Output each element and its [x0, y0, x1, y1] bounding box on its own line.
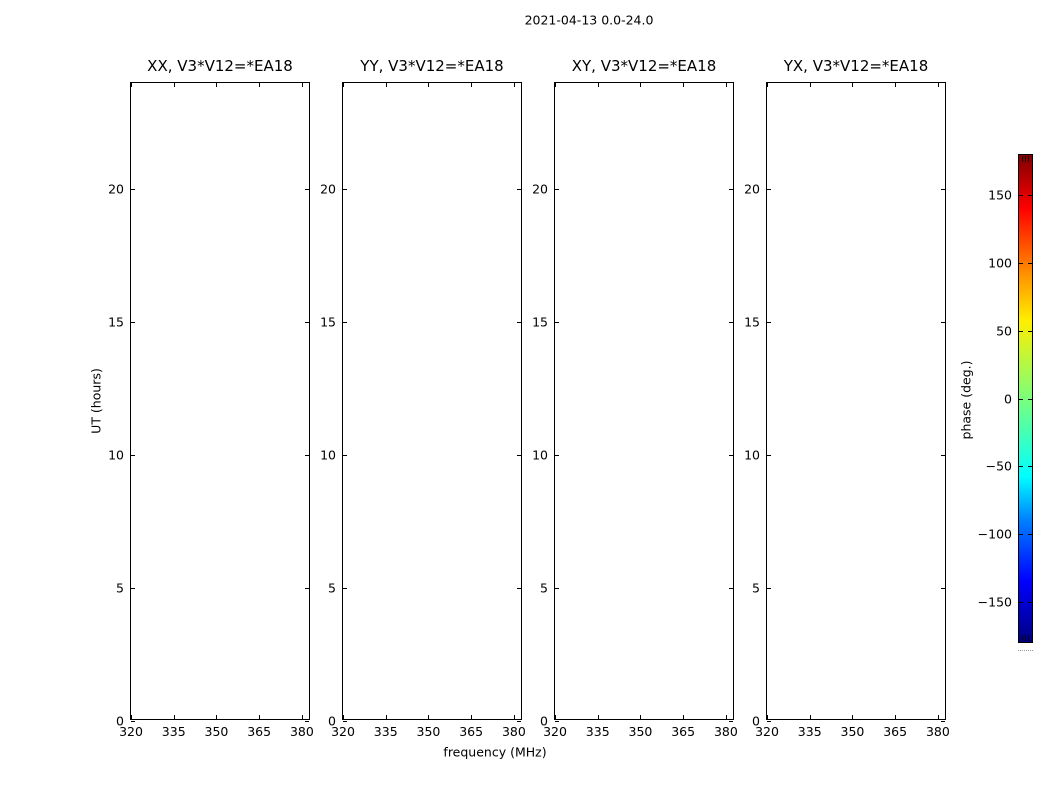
x-tick-mark	[131, 715, 132, 719]
colorbar-tick-label: 0	[1004, 391, 1012, 406]
y-tick-label: 15	[320, 314, 336, 330]
colorbar-tick-mark	[1019, 466, 1023, 467]
x-tick-mark	[428, 83, 429, 87]
y-tick-label: 5	[540, 580, 548, 596]
x-tick-mark	[259, 715, 260, 719]
colorbar-tick-label: 100	[988, 255, 1012, 271]
y-tick-mark	[729, 189, 733, 190]
y-tick-mark	[729, 721, 733, 722]
colorbar-tick-mark	[1019, 331, 1023, 332]
y-tick-mark	[555, 455, 559, 456]
x-tick-label: 320	[755, 724, 779, 739]
y-tick-mark	[343, 189, 347, 190]
y-tick-mark	[131, 588, 135, 589]
colorbar-tick-label: −50	[985, 458, 1012, 474]
colorbar-tick-mark	[1028, 195, 1032, 196]
y-tick-mark	[517, 189, 521, 190]
colorbar-tick-label: 50	[996, 323, 1012, 339]
subplot-xx	[108, 57, 314, 739]
y-tick-mark	[305, 189, 309, 190]
y-tick-mark	[131, 189, 135, 190]
y-tick-label: 5	[752, 580, 760, 596]
colorbar-tick-mark	[1028, 602, 1032, 603]
subplot-xy	[532, 57, 738, 739]
x-tick-label: 320	[119, 724, 143, 739]
colorbar-tick-label: 150	[988, 187, 1012, 203]
x-tick-mark	[726, 83, 727, 87]
colorbar-bottom-dots	[1018, 650, 1033, 651]
x-tick-label: 335	[373, 724, 398, 739]
colorbar-label: phase (deg.)	[958, 360, 974, 440]
y-tick-mark	[305, 721, 309, 722]
x-tick-label: 365	[671, 724, 696, 739]
y-tick-mark	[343, 455, 347, 456]
colorbar-tick-mark	[1019, 399, 1023, 400]
x-tick-label: 335	[585, 724, 610, 739]
y-tick-mark	[343, 322, 347, 323]
x-tick-mark	[555, 83, 556, 87]
x-tick-mark	[514, 715, 515, 719]
x-tick-label: 350	[416, 724, 441, 739]
y-tick-mark	[131, 455, 135, 456]
x-tick-mark	[174, 83, 175, 87]
y-tick-mark	[767, 588, 771, 589]
y-tick-label: 10	[532, 447, 548, 463]
subplot-title: XY, V3*V12=*EA18	[571, 57, 717, 75]
x-tick-label: 365	[883, 724, 908, 739]
x-tick-mark	[810, 715, 811, 719]
x-tick-mark	[555, 715, 556, 719]
figure-title: 2021-04-13 0.0-24.0	[524, 12, 654, 28]
x-tick-label: 380	[713, 724, 738, 739]
y-tick-mark	[555, 588, 559, 589]
x-tick-mark	[895, 715, 896, 719]
x-tick-mark	[386, 715, 387, 719]
colorbar-tick-label: −100	[977, 526, 1012, 542]
x-tick-mark	[302, 83, 303, 87]
x-tick-mark	[598, 83, 599, 87]
x-tick-mark	[216, 715, 217, 719]
colorbar-tick-mark	[1028, 263, 1032, 264]
colorbar-tick-mark	[1019, 534, 1023, 535]
y-tick-mark	[767, 721, 771, 722]
colorbar-tick-label: −150	[977, 594, 1012, 610]
x-tick-mark	[471, 715, 472, 719]
subplot-title: YY, V3*V12=*EA18	[360, 57, 504, 75]
subplot-title: YX, V3*V12=*EA18	[783, 57, 929, 75]
x-tick-label: 350	[840, 724, 865, 739]
x-tick-mark	[852, 715, 853, 719]
y-tick-mark	[767, 189, 771, 190]
y-tick-mark	[941, 322, 945, 323]
y-tick-mark	[555, 189, 559, 190]
x-tick-label: 380	[925, 724, 950, 739]
y-tick-label: 0	[328, 713, 336, 729]
y-tick-mark	[131, 322, 135, 323]
x-tick-mark	[640, 83, 641, 87]
subplot-yy	[320, 57, 526, 739]
colorbar-top-hatch	[1022, 156, 1029, 162]
colorbar-tick-mark	[1019, 263, 1023, 264]
y-tick-mark	[517, 455, 521, 456]
x-tick-label: 335	[161, 724, 186, 739]
y-tick-label: 10	[744, 447, 760, 463]
y-tick-mark	[941, 721, 945, 722]
y-tick-mark	[131, 721, 135, 722]
x-tick-label: 365	[459, 724, 484, 739]
y-tick-mark	[517, 588, 521, 589]
x-tick-label: 380	[501, 724, 526, 739]
x-tick-label: 380	[289, 724, 314, 739]
colorbar-bottom-hatch	[1022, 635, 1029, 641]
x-tick-label: 350	[204, 724, 229, 739]
x-tick-mark	[810, 83, 811, 87]
x-tick-mark	[683, 83, 684, 87]
x-tick-label: 320	[543, 724, 567, 739]
y-tick-label: 15	[108, 314, 124, 330]
x-tick-label: 365	[247, 724, 272, 739]
x-tick-label: 320	[331, 724, 355, 739]
y-tick-mark	[729, 322, 733, 323]
x-tick-mark	[598, 715, 599, 719]
y-tick-label: 0	[752, 713, 760, 729]
x-tick-mark	[386, 83, 387, 87]
y-tick-label: 20	[108, 181, 124, 197]
colorbar-tick-mark	[1028, 331, 1032, 332]
x-tick-mark	[938, 715, 939, 719]
colorbar-tick-mark	[1019, 602, 1023, 603]
x-tick-mark	[428, 715, 429, 719]
x-tick-label: 350	[628, 724, 653, 739]
y-tick-label: 15	[532, 314, 548, 330]
y-tick-mark	[767, 455, 771, 456]
x-tick-mark	[726, 715, 727, 719]
colorbar-tick-mark	[1028, 399, 1032, 400]
x-tick-mark	[471, 83, 472, 87]
x-tick-mark	[683, 715, 684, 719]
y-tick-label: 20	[744, 181, 760, 197]
y-axis-label: UT (hours)	[88, 368, 104, 434]
y-tick-label: 5	[328, 580, 336, 596]
x-tick-mark	[259, 83, 260, 87]
y-tick-mark	[729, 455, 733, 456]
y-tick-mark	[305, 322, 309, 323]
y-tick-label: 15	[744, 314, 760, 330]
y-tick-label: 10	[320, 447, 336, 463]
y-tick-mark	[517, 721, 521, 722]
x-tick-mark	[852, 83, 853, 87]
y-tick-mark	[941, 189, 945, 190]
y-tick-mark	[305, 455, 309, 456]
y-tick-label: 20	[320, 181, 336, 197]
y-tick-mark	[343, 588, 347, 589]
x-tick-mark	[343, 715, 344, 719]
subplot-title: XX, V3*V12=*EA18	[147, 57, 293, 75]
y-tick-mark	[767, 322, 771, 323]
x-axis-label: frequency (MHz)	[443, 744, 547, 760]
subplot-yx	[744, 57, 950, 739]
x-tick-mark	[174, 715, 175, 719]
y-tick-mark	[555, 322, 559, 323]
y-tick-label: 5	[116, 580, 124, 596]
y-tick-label: 0	[540, 713, 548, 729]
y-tick-mark	[941, 588, 945, 589]
x-tick-mark	[938, 83, 939, 87]
y-tick-mark	[729, 588, 733, 589]
colorbar-tick-mark	[1028, 534, 1032, 535]
x-tick-mark	[216, 83, 217, 87]
x-tick-label: 335	[797, 724, 822, 739]
x-tick-mark	[895, 83, 896, 87]
x-tick-mark	[131, 83, 132, 87]
y-tick-label: 20	[532, 181, 548, 197]
y-tick-label: 0	[116, 713, 124, 729]
colorbar-tick-mark	[1028, 466, 1032, 467]
colorbar	[977, 154, 1033, 643]
y-tick-label: 10	[108, 447, 124, 463]
x-tick-mark	[514, 83, 515, 87]
y-tick-mark	[941, 455, 945, 456]
y-tick-mark	[555, 721, 559, 722]
y-tick-mark	[305, 588, 309, 589]
x-tick-mark	[343, 83, 344, 87]
x-tick-mark	[767, 715, 768, 719]
x-tick-mark	[640, 715, 641, 719]
x-tick-mark	[302, 715, 303, 719]
x-tick-mark	[767, 83, 768, 87]
colorbar-tick-mark	[1019, 195, 1023, 196]
y-tick-mark	[343, 721, 347, 722]
y-tick-mark	[517, 322, 521, 323]
